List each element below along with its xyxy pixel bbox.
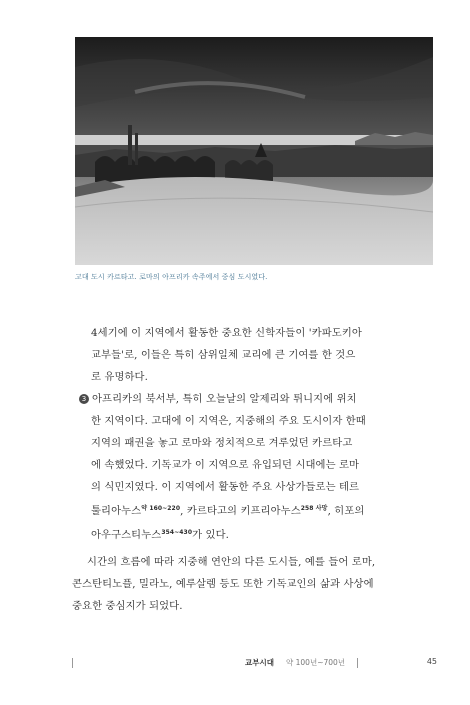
footer-divider bbox=[357, 658, 358, 668]
footnote-number-badge: 3 bbox=[79, 394, 89, 404]
text-line: 시간의 흐름에 따라 지중해 연안의 다른 도시들, 예를 들어 로마, bbox=[87, 556, 376, 568]
footer-divider bbox=[72, 658, 73, 668]
running-title: 교부시대 bbox=[245, 658, 274, 667]
text-line-content: 아프리카의 북서부, 특히 오늘날의 알제리와 튀니지에 위치 bbox=[92, 393, 357, 405]
body-paragraph bbox=[72, 551, 437, 617]
footnote-3-paragraph bbox=[79, 388, 437, 546]
text-line bbox=[79, 498, 437, 522]
continued-footnote-paragraph bbox=[91, 322, 437, 388]
page-number: 45 bbox=[426, 657, 437, 666]
text-line: 교부들'로, 이들은 특히 삼위일체 교리에 큰 기여를 한 것으 bbox=[91, 349, 356, 361]
dates-tertullian: 약 160~220 bbox=[141, 505, 181, 512]
name-augustine: 아우구스티누스 bbox=[91, 529, 162, 541]
carthage-ruins-photo bbox=[75, 37, 433, 265]
text-line bbox=[79, 388, 437, 410]
text-line: 로 유명하다. bbox=[91, 371, 148, 383]
text-line: 콘스탄티노플, 밀라노, 예루살렘 등도 또한 기독교인의 삶과 사상에 bbox=[72, 578, 374, 590]
page-footer bbox=[72, 657, 437, 671]
text-line: 지역의 패권을 놓고 로마와 정치적으로 겨루었던 카르타고 bbox=[91, 437, 353, 449]
dates-cyprian: 258 사망 bbox=[300, 505, 328, 512]
text-line: 에 속했었다. 기독교가 이 지역으로 유입되던 시대에는 로마 bbox=[91, 459, 360, 471]
text-fragment: 가 있다. bbox=[192, 529, 229, 541]
text-line: 한 지역이다. 고대에 이 지역은, 지중해의 주요 도시이자 한때 bbox=[91, 415, 366, 427]
text-line: 중요한 중심지가 되었다. bbox=[72, 600, 183, 612]
text-line: 4세기에 이 지역에서 활동한 중요한 신학자들이 '카파도키아 bbox=[91, 327, 362, 339]
text-fragment: , 카르타고의 키프리아누스 bbox=[180, 505, 301, 517]
name-tertullian: 툴리아누스 bbox=[91, 505, 142, 517]
text-fragment: , 히포의 bbox=[327, 505, 365, 517]
photo-caption: 고대 도시 카르타고. 로마의 아프리카 속주에서 중심 도시였다. bbox=[75, 273, 268, 281]
dates-augustine: 354~430 bbox=[161, 529, 193, 536]
running-subtitle: 약 100년~700년 bbox=[286, 658, 346, 667]
text-line bbox=[79, 522, 437, 546]
text-line: 의 식민지였다. 이 지역에서 활동한 주요 사상가들로는 테르 bbox=[91, 481, 360, 493]
